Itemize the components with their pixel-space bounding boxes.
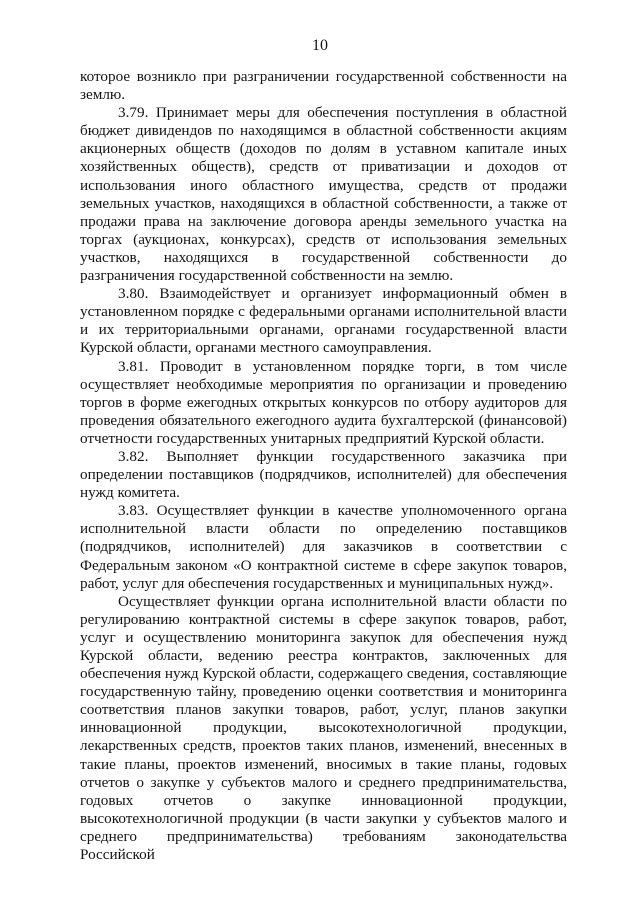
paragraph-contract-system-functions: Осуществляет функции органа исполнительной власти области по регулированию контрактной системы в сфере закупок товаров, работ, услуг и осуществлению мониторинга закупок для обеспечения нужд Курской области, ведению реестра контрактов, заключенных для обеспечения нужд Курской области, содержащего сведения, составляющие государственную тайну, проведению оценки соответствия и мониторинга соответствия планов закупки товаров, работ, услуг, планов закупки инновационной продукции, высокотехнологичной продукции, лекарственных средств, проектов таких планов, изменений, внесенных в такие планы, проектов изменений, вносимых в такие планы, годовых отчетов о закупке у субъектов малого и среднего предпринимательства, годовых отчетов о закупке инновационной продукции, высокотехнологичной продукции (в части закупки у субъектов малого и среднего предпринимательства) требованиям законодательства Российской — [80, 592, 567, 864]
paragraph-3-79: 3.79. Принимает меры для обеспечения поступления в областной бюджет дивидендов по находящимся в областной собственности акциям акционерных обществ (доходов по долям в уставном капитале иных хозяйственных обществ), средств от приватизации и доходов от использования иного областного имущества, средств от продажи земельных участков, находящихся в областной собственности, а также от продажи права на заключение договора аренды земельного участка на торгах (аукционах, конкурсах), средств от использования земельных участков, находящихся в государственной собственности до разграничения государственной собственности на землю. — [80, 104, 567, 285]
document-body — [80, 68, 567, 864]
paragraph-continuation: которое возникло при разграничении государственной собственности на землю. — [80, 68, 567, 104]
page-number: 10 — [312, 37, 328, 54]
paragraph-3-81: 3.81. Проводит в установленном порядке торги, в том числе осуществляет необходимые мероприятия по организации и проведению торгов в форме ежегодных открытых конкурсов по отбору аудиторов для проведения обязательного ежегодного аудита бухгалтерской (финансовой) отчетности государственных унитарных предприятий Курской области. — [80, 357, 567, 447]
paragraph-3-83: 3.83. Осуществляет функции в качестве уполномоченного органа исполнительной власти области по определению поставщиков (подрядчиков, исполнителей) для заказчиков в соответствии с Федеральным законом «О контрактной системе в сфере закупок товаров, работ, услуг для обеспечения государственных и муниципальных нужд». — [80, 502, 567, 592]
paragraph-3-82: 3.82. Выполняет функции государственного заказчика при определении поставщиков (подрядчиков, исполнителей) для обеспечения нужд комитета. — [80, 447, 567, 502]
paragraph-3-80: 3.80. Взаимодействует и организует информационный обмен в установленном порядке с федеральными органами исполнительной власти и их территориальными органами, органами государственной власти Курской области, органами местного самоуправления. — [80, 285, 567, 357]
